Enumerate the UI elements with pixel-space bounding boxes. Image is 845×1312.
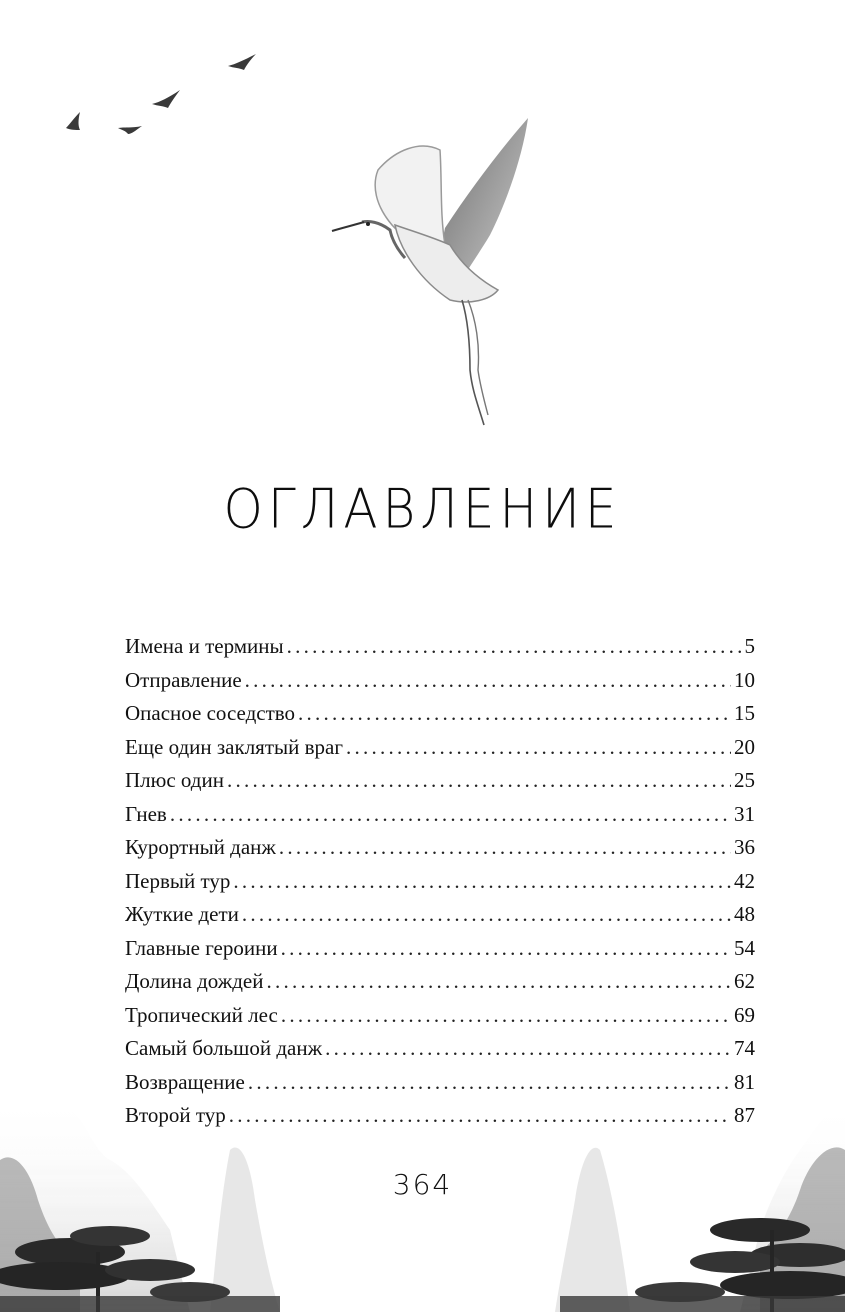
toc-leader-dots bbox=[325, 1032, 731, 1066]
toc-entry-title: Опасное соседство bbox=[125, 701, 296, 725]
page-number: 364 bbox=[392, 1168, 453, 1201]
toc-leader-dots bbox=[267, 965, 732, 999]
toc-entry[interactable] bbox=[125, 1066, 755, 1100]
page-title: ОГЛАВЛЕНИЕ bbox=[223, 477, 622, 541]
toc-leader-dots bbox=[170, 798, 731, 832]
toc-entry-title: Отправление bbox=[125, 667, 242, 692]
toc-entry[interactable] bbox=[125, 865, 755, 899]
toc-entry[interactable] bbox=[125, 999, 755, 1033]
toc-leader-dots bbox=[229, 1099, 731, 1133]
toc-entry-title: Тропический лес bbox=[125, 1002, 278, 1027]
toc-entry-page: 20 bbox=[734, 734, 755, 759]
toc-entry-page: 54 bbox=[734, 935, 755, 960]
toc-leader-dots bbox=[242, 898, 731, 932]
toc-entry-page: 62 bbox=[734, 969, 755, 993]
toc-entry[interactable] bbox=[125, 965, 755, 999]
toc-entry-title: Долина дождей bbox=[125, 969, 264, 993]
toc-leader-dots bbox=[287, 630, 742, 664]
toc-entry-title: Жуткие дети bbox=[125, 902, 239, 926]
toc-entry-title: Еще один заклятый враг bbox=[125, 734, 343, 759]
toc-entry-page: 81 bbox=[734, 1069, 755, 1094]
toc-entry[interactable] bbox=[125, 630, 755, 664]
toc-entry-page: 10 bbox=[734, 667, 755, 692]
toc-entry[interactable] bbox=[125, 831, 755, 865]
toc-entry-title: Второй тур bbox=[125, 1103, 226, 1127]
toc-entry-title: Гнев bbox=[125, 801, 167, 826]
toc-entry-page: 36 bbox=[734, 835, 755, 859]
toc-entry-page: 87 bbox=[734, 1103, 755, 1127]
toc-leader-dots bbox=[281, 932, 731, 966]
crane-icon bbox=[332, 118, 528, 425]
toc-entry[interactable] bbox=[125, 731, 755, 765]
toc-entry[interactable] bbox=[125, 664, 755, 698]
toc-leader-dots bbox=[279, 831, 731, 865]
toc-entry-page: 69 bbox=[734, 1002, 755, 1027]
toc-leader-dots bbox=[245, 664, 731, 698]
toc-leader-dots bbox=[346, 731, 731, 765]
toc-entry-title: Первый тур bbox=[125, 868, 231, 893]
toc-entry-title: Плюс один bbox=[125, 768, 224, 792]
toc-entry-title: Главные героини bbox=[125, 935, 278, 960]
toc-entry[interactable] bbox=[125, 898, 755, 932]
toc-entry[interactable] bbox=[125, 1099, 755, 1133]
toc-entry-title: Курортный данж bbox=[125, 835, 276, 859]
toc-leader-dots bbox=[248, 1066, 731, 1100]
toc-entry-page: 15 bbox=[734, 701, 755, 725]
toc-leader-dots bbox=[227, 764, 731, 798]
toc-entry-page: 74 bbox=[734, 1036, 755, 1060]
table-of-contents bbox=[125, 630, 755, 1133]
toc-entry[interactable] bbox=[125, 798, 755, 832]
toc-entry-page: 25 bbox=[734, 768, 755, 792]
toc-entry[interactable] bbox=[125, 932, 755, 966]
toc-leader-dots bbox=[298, 697, 731, 731]
toc-entry[interactable] bbox=[125, 1032, 755, 1066]
toc-entry-title: Имена и термины bbox=[125, 634, 284, 658]
toc-entry-title: Самый большой данж bbox=[125, 1036, 323, 1060]
flying-birds-icon bbox=[66, 54, 256, 134]
toc-entry[interactable] bbox=[125, 697, 755, 731]
toc-entry-page: 31 bbox=[734, 801, 755, 826]
toc-entry-page: 5 bbox=[744, 634, 755, 658]
toc-entry-page: 48 bbox=[734, 902, 755, 926]
toc-leader-dots bbox=[281, 999, 731, 1033]
toc-entry-page: 42 bbox=[734, 868, 755, 893]
toc-entry[interactable] bbox=[125, 764, 755, 798]
toc-entry-title: Возвращение bbox=[125, 1069, 245, 1094]
toc-leader-dots bbox=[233, 865, 731, 899]
